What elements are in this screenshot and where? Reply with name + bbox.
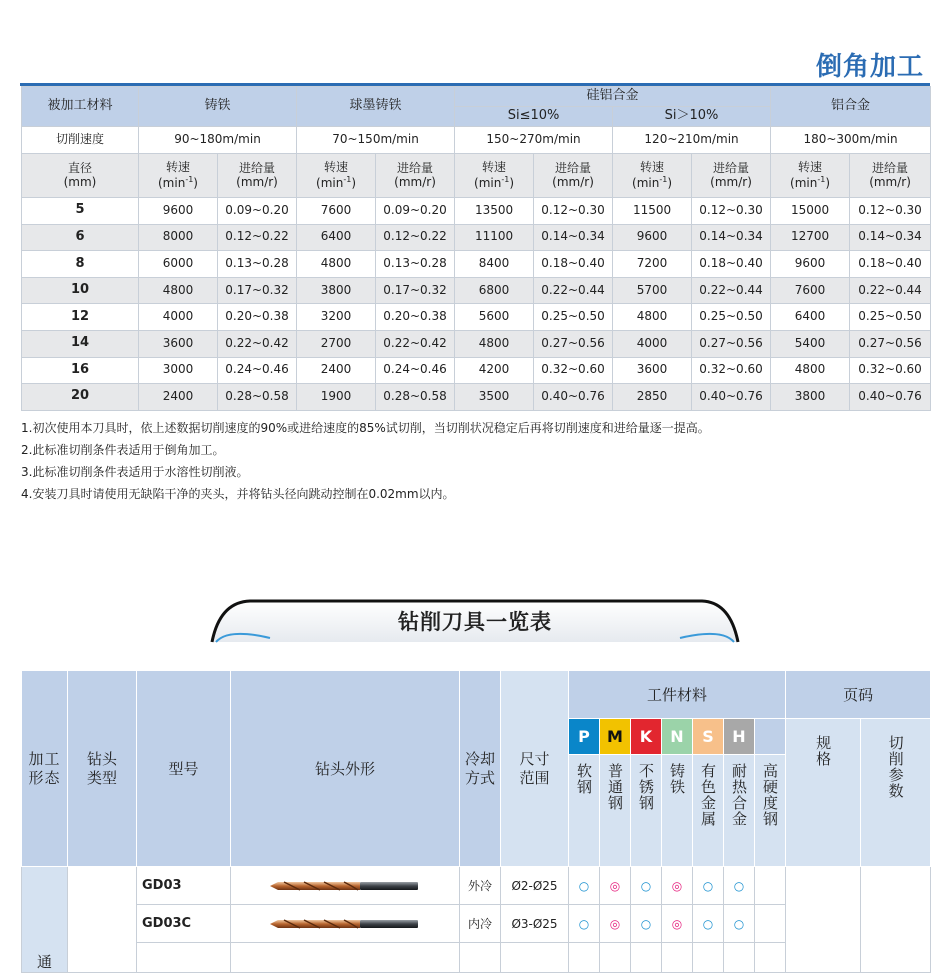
note-line: 2.此标准切削条件表适用于倒角加工。 xyxy=(21,443,225,457)
rpm-cell: 15000 xyxy=(771,198,850,225)
feed-cell: 0.25~0.50 xyxy=(850,304,931,331)
feed-cell: 0.22~0.42 xyxy=(376,330,455,357)
rpm-cell: 3800 xyxy=(771,384,850,411)
feed-header: 进给量 (mm/r) xyxy=(534,154,613,198)
feed-cell: 0.32~0.60 xyxy=(850,357,931,384)
rpm-cell: 12700 xyxy=(771,224,850,251)
header-type: 钻头类型 xyxy=(68,671,137,867)
material-code-tile: H xyxy=(724,719,755,755)
table-row xyxy=(22,867,931,905)
feed-cell: 0.22~0.42 xyxy=(218,330,297,357)
material-label: 普通钢 xyxy=(600,755,631,867)
shape-cell xyxy=(231,867,460,905)
spec-page-cell xyxy=(786,867,861,973)
material-cast-iron: 铸铁 xyxy=(139,87,297,127)
rpm-cell: 2700 xyxy=(297,330,376,357)
feed-cell: 0.22~0.44 xyxy=(692,277,771,304)
header-shape: 钻头外形 xyxy=(231,671,460,867)
type-cell xyxy=(68,867,137,973)
feed-cell: 0.24~0.46 xyxy=(218,357,297,384)
feed-cell: 0.18~0.40 xyxy=(534,251,613,278)
feed-cell: 0.20~0.38 xyxy=(376,304,455,331)
material-label: 软钢 xyxy=(569,755,600,867)
speed-ductile-iron: 70~150m/min xyxy=(297,127,455,154)
material-code-tile: N xyxy=(662,719,693,755)
rpm-cell: 11500 xyxy=(613,198,692,225)
rpm-header: 转速 $(\min^{-1})$ xyxy=(613,154,692,198)
rpm-cell: 1900 xyxy=(297,384,376,411)
diameter-cell: 12 xyxy=(22,304,139,331)
feed-cell: 0.14~0.34 xyxy=(534,224,613,251)
suitability-mark: ○ xyxy=(569,905,600,943)
note-line: 3.此标准切削条件表适用于水溶性切削液。 xyxy=(21,465,249,479)
material-si-low: Si≤10% xyxy=(455,107,613,127)
feed-header: 进给量 (mm/r) xyxy=(376,154,455,198)
header-size: 尺寸范围 xyxy=(501,671,569,867)
feed-header: 进给量 (mm/r) xyxy=(692,154,771,198)
rpm-cell: 6400 xyxy=(297,224,376,251)
note-line: 4.安装刀具时请使用无缺陷干净的夹头，并将钻头径向跳动控制在0.02mm以内。 xyxy=(21,487,455,501)
feed-cell: 0.12~0.30 xyxy=(692,198,771,225)
feed-cell: 0.18~0.40 xyxy=(692,251,771,278)
material-code-tile: S xyxy=(693,719,724,755)
rpm-cell: 2400 xyxy=(139,384,218,411)
feed-cell: 0.17~0.32 xyxy=(376,277,455,304)
rpm-cell: 8400 xyxy=(455,251,534,278)
rpm-cell: 7200 xyxy=(613,251,692,278)
empty-cell xyxy=(631,943,662,973)
rpm-cell: 7600 xyxy=(771,277,850,304)
note-line: 1.初次使用本刀具时，依上述数据切削速度的90%或进给速度的85%试切削，当切削状况稳定后再将切削速度和进给量逐一提高。 xyxy=(21,421,710,435)
feed-cell: 0.22~0.44 xyxy=(534,277,613,304)
material-aluminum: 铝合金 xyxy=(771,87,931,127)
suitability-mark: ○ xyxy=(631,905,662,943)
feed-cell: 0.27~0.56 xyxy=(534,330,613,357)
rpm-cell: 2850 xyxy=(613,384,692,411)
material-label: 被加工材料 xyxy=(22,87,139,127)
size-cell: Ø3-Ø25 xyxy=(501,905,569,943)
rpm-cell: 9600 xyxy=(771,251,850,278)
feed-cell: 0.27~0.56 xyxy=(850,330,931,357)
page-title: 倒角加工 xyxy=(815,52,924,82)
empty-cell xyxy=(137,943,231,973)
material-si-al-group: 硅铝合金 xyxy=(455,87,771,107)
suitability-mark: ◎ xyxy=(662,867,693,905)
notes xyxy=(21,417,710,505)
header-form: 加工形态 xyxy=(22,671,68,867)
diameter-cell: 14 xyxy=(22,330,139,357)
diameter-cell: 20 xyxy=(22,384,139,411)
empty-cell xyxy=(231,943,460,973)
feed-cell: 0.25~0.50 xyxy=(534,304,613,331)
diameter-cell: 5 xyxy=(22,198,139,225)
header-cooling: 冷却方式 xyxy=(460,671,501,867)
suitability-mark: ○ xyxy=(724,905,755,943)
table-row xyxy=(22,384,931,411)
feed-cell: 0.28~0.58 xyxy=(218,384,297,411)
feed-cell: 0.14~0.34 xyxy=(850,224,931,251)
table-row xyxy=(22,304,931,331)
model-cell: GD03 xyxy=(137,867,231,905)
rpm-cell: 4800 xyxy=(297,251,376,278)
feed-cell: 0.18~0.40 xyxy=(850,251,931,278)
rpm-cell: 3600 xyxy=(139,330,218,357)
rpm-cell: 11100 xyxy=(455,224,534,251)
material-code-tile: P xyxy=(569,719,600,755)
rpm-header: 转速 $(\min^{-1})$ xyxy=(771,154,850,198)
rpm-cell: 4800 xyxy=(771,357,850,384)
header-workpiece: 工件材料 xyxy=(569,671,786,719)
rpm-cell: 4800 xyxy=(455,330,534,357)
rpm-cell: 4000 xyxy=(613,330,692,357)
rpm-cell: 3200 xyxy=(297,304,376,331)
header-spec: 规格 xyxy=(786,719,861,867)
shape-cell xyxy=(231,905,460,943)
rpm-cell: 5600 xyxy=(455,304,534,331)
diameter-cell: 8 xyxy=(22,251,139,278)
drill-bit-icon xyxy=(270,879,420,893)
feed-cell: 0.09~0.20 xyxy=(376,198,455,225)
material-code-tile xyxy=(755,719,786,755)
form-cell: 通 xyxy=(22,867,68,973)
feed-cell: 0.09~0.20 xyxy=(218,198,297,225)
table-row xyxy=(22,251,931,278)
rpm-cell: 3600 xyxy=(613,357,692,384)
empty-cell xyxy=(569,943,600,973)
diameter-header: 直径 (mm) xyxy=(22,154,139,198)
feed-cell: 0.40~0.76 xyxy=(534,384,613,411)
feed-cell: 0.32~0.60 xyxy=(692,357,771,384)
feed-cell: 0.12~0.22 xyxy=(376,224,455,251)
rpm-cell: 13500 xyxy=(455,198,534,225)
cutting-conditions-table xyxy=(21,86,931,411)
diameter-cell: 16 xyxy=(22,357,139,384)
table-row xyxy=(22,277,931,304)
table-row xyxy=(22,224,931,251)
model-cell: GD03C xyxy=(137,905,231,943)
material-code-tile: M xyxy=(600,719,631,755)
rpm-cell: 2400 xyxy=(297,357,376,384)
feed-cell: 0.12~0.22 xyxy=(218,224,297,251)
material-label: 有色金属 xyxy=(693,755,724,867)
feed-header: 进给量 (mm/r) xyxy=(218,154,297,198)
feed-cell: 0.40~0.76 xyxy=(850,384,931,411)
material-code-tile: K xyxy=(631,719,662,755)
rpm-cell: 4200 xyxy=(455,357,534,384)
feed-cell: 0.27~0.56 xyxy=(692,330,771,357)
suitability-mark: ○ xyxy=(693,905,724,943)
feed-cell: 0.22~0.44 xyxy=(850,277,931,304)
suitability-mark: ◎ xyxy=(600,905,631,943)
params-page-cell xyxy=(861,867,931,973)
rpm-cell: 9600 xyxy=(613,224,692,251)
suitability-mark: ◎ xyxy=(600,867,631,905)
material-label: 不锈钢 xyxy=(631,755,662,867)
drill-bit-icon xyxy=(270,917,420,931)
feed-cell: 0.28~0.58 xyxy=(376,384,455,411)
rpm-header: 转速 $(\min^{-1})$ xyxy=(297,154,376,198)
cooling-cell: 外冷 xyxy=(460,867,501,905)
header-params: 切削参数 xyxy=(861,719,931,867)
rpm-cell: 5400 xyxy=(771,330,850,357)
suitability-mark: ○ xyxy=(569,867,600,905)
speed-cast-iron: 90~180m/min xyxy=(139,127,297,154)
feed-header: 进给量 (mm/r) xyxy=(850,154,931,198)
table-row xyxy=(22,357,931,384)
feed-cell: 0.17~0.32 xyxy=(218,277,297,304)
suitability-mark: ○ xyxy=(693,867,724,905)
feed-cell: 0.32~0.60 xyxy=(534,357,613,384)
feed-cell: 0.12~0.30 xyxy=(850,198,931,225)
table-row xyxy=(22,198,931,225)
diameter-cell: 10 xyxy=(22,277,139,304)
empty-cell xyxy=(724,943,755,973)
material-label: 铸铁 xyxy=(662,755,693,867)
rpm-cell: 4800 xyxy=(139,277,218,304)
feed-cell: 0.14~0.34 xyxy=(692,224,771,251)
table-row xyxy=(22,330,931,357)
rpm-cell: 4800 xyxy=(613,304,692,331)
material-label: 高硬度钢 xyxy=(755,755,786,867)
speed-label: 切削速度 xyxy=(22,127,139,154)
speed-si-high: 120~210m/min xyxy=(613,127,771,154)
size-cell: Ø2-Ø25 xyxy=(501,867,569,905)
suitability-mark xyxy=(755,867,786,905)
diameter-cell: 6 xyxy=(22,224,139,251)
feed-cell: 0.13~0.28 xyxy=(376,251,455,278)
rpm-cell: 3000 xyxy=(139,357,218,384)
rpm-cell: 4000 xyxy=(139,304,218,331)
rpm-cell: 9600 xyxy=(139,198,218,225)
tool-list-table xyxy=(21,670,931,973)
feed-cell: 0.40~0.76 xyxy=(692,384,771,411)
cooling-cell: 内冷 xyxy=(460,905,501,943)
speed-si-low: 150~270m/min xyxy=(455,127,613,154)
material-ductile-iron: 球墨铸铁 xyxy=(297,87,455,127)
rpm-cell: 6800 xyxy=(455,277,534,304)
rpm-cell: 8000 xyxy=(139,224,218,251)
rpm-header: 转速 $(\min^{-1})$ xyxy=(139,154,218,198)
empty-cell xyxy=(693,943,724,973)
empty-cell xyxy=(460,943,501,973)
suitability-mark: ◎ xyxy=(662,905,693,943)
empty-cell xyxy=(755,943,786,973)
rpm-cell: 3500 xyxy=(455,384,534,411)
feed-cell: 0.13~0.28 xyxy=(218,251,297,278)
rpm-cell: 3800 xyxy=(297,277,376,304)
list-title: 钻削刀具一览表 xyxy=(398,610,552,634)
header-model: 型号 xyxy=(137,671,231,867)
rpm-cell: 7600 xyxy=(297,198,376,225)
material-si-high: Si＞10% xyxy=(613,107,771,127)
rpm-cell: 5700 xyxy=(613,277,692,304)
feed-cell: 0.24~0.46 xyxy=(376,357,455,384)
suitability-mark xyxy=(755,905,786,943)
feed-cell: 0.25~0.50 xyxy=(692,304,771,331)
rpm-header: 转速 $(\min^{-1})$ xyxy=(455,154,534,198)
suitability-mark: ○ xyxy=(724,867,755,905)
material-label: 耐热合金 xyxy=(724,755,755,867)
feed-cell: 0.12~0.30 xyxy=(534,198,613,225)
rpm-cell: 6400 xyxy=(771,304,850,331)
empty-cell xyxy=(600,943,631,973)
empty-cell xyxy=(662,943,693,973)
feed-cell: 0.20~0.38 xyxy=(218,304,297,331)
speed-aluminum: 180~300m/min xyxy=(771,127,931,154)
rpm-cell: 6000 xyxy=(139,251,218,278)
suitability-mark: ○ xyxy=(631,867,662,905)
empty-cell xyxy=(501,943,569,973)
header-page: 页码 xyxy=(786,671,931,719)
